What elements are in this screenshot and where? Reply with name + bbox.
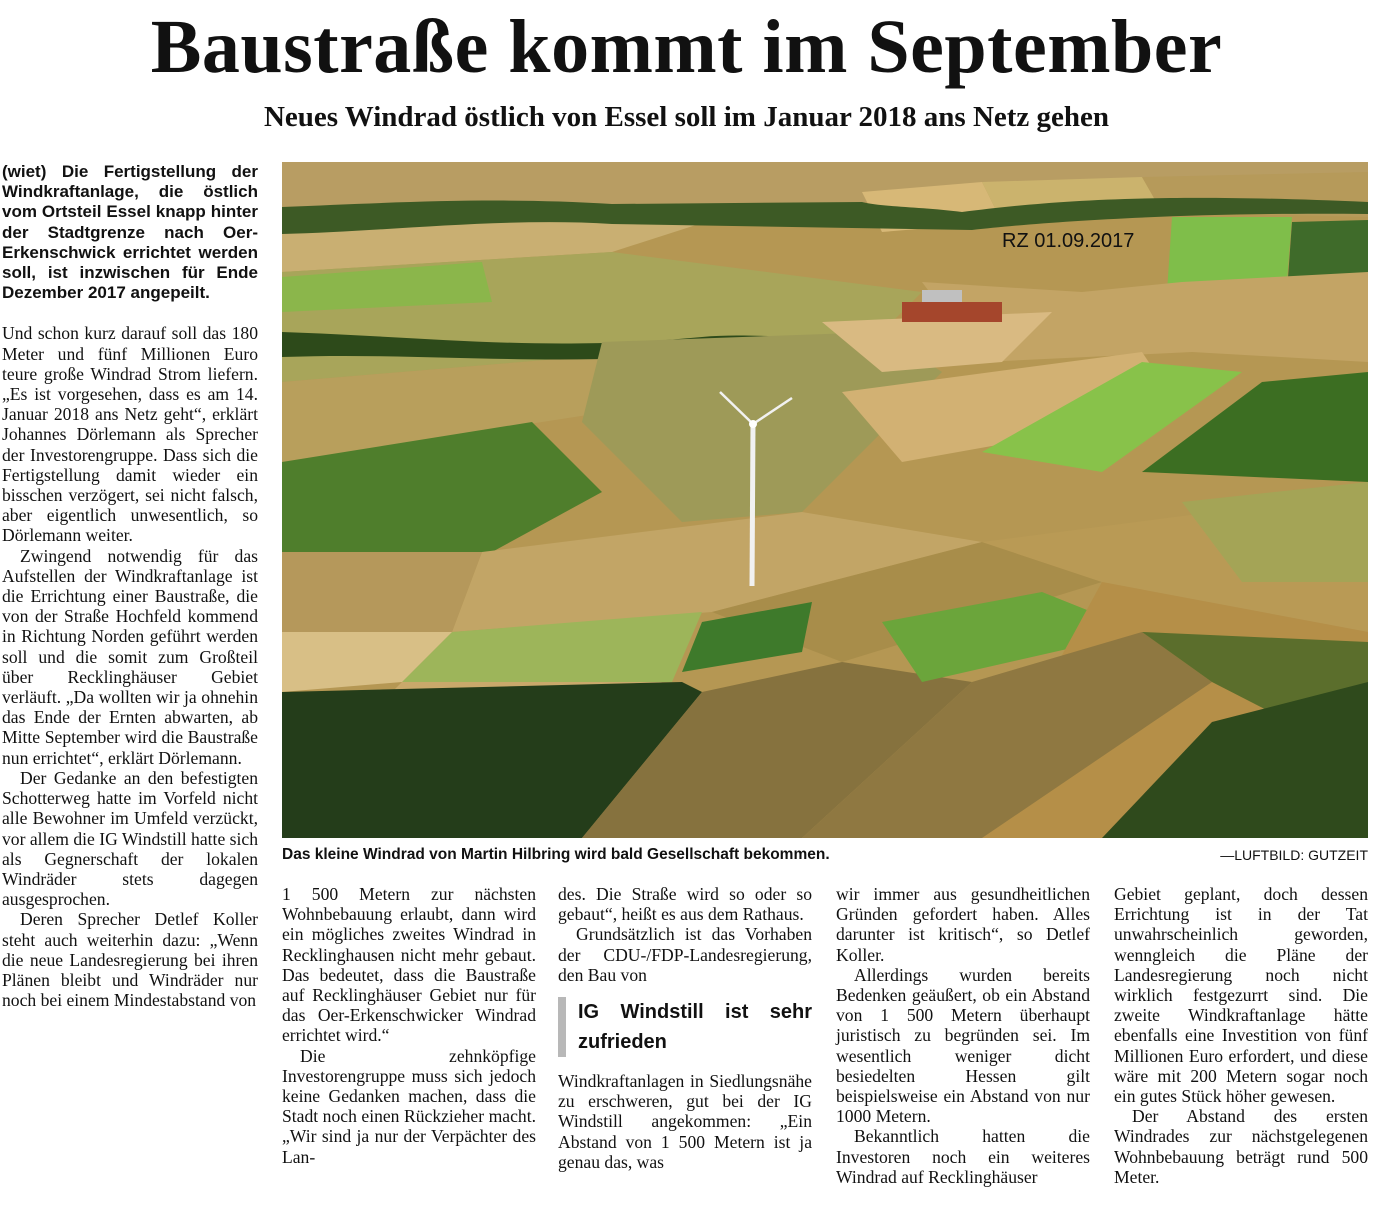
- text-column-4: [836, 884, 1090, 1187]
- aerial-photo-illustration: [282, 162, 1368, 838]
- photo-credit: —LUFTBILD: GUTZEIT: [1220, 847, 1368, 863]
- body-paragraph: Bekanntlich hatten die Investoren noch ein weiteres Windrad auf Recklinghäuser: [836, 1126, 1090, 1187]
- body-paragraph: Der Abstand des ersten Windrades zur nächstgelegenen Wohnbebauung beträgt rund 500 Meter.: [1114, 1106, 1368, 1187]
- body-paragraph: Zwingend notwendig für das Aufstellen der Windkraftanlage ist die Errichtung einer Baustraße, die von der Straße Hochfeld kommend in Richtung Norden geführt werden soll und die somit zum Großteil über Recklinghäuser Gebiet verläuft. „Da wollten wir ja ohnehin das Ende der Ernten abwarten, ab Mitte September wird die Baustraße nun errichtet“, erklärt Dörlemann.: [2, 545, 258, 768]
- body-paragraph: Windkraftanlagen in Siedlungsnähe zu erschweren, gut bei der IG Windstill angekommen: „Ein Abstand von 1 500 Metern ist ja genau das, was: [558, 1071, 812, 1172]
- photo-caption-bar: [282, 845, 1368, 865]
- body-paragraph: Die zehnköpfige Investorengruppe muss sich jedoch keine Gedanken machen, dass die Stadt noch einen Rückzieher macht. „Wir sind ja nur der Verpächter des Lan-: [282, 1045, 536, 1167]
- body-paragraph: Der Gedanke an den befestigten Schotterweg hatte im Vorfeld nicht alle Bewohner im Umfeld verzückt, vor allem die IG Windstill hatte sich als Gegnerschaft der lokalen Windräder stets dagegen ausgesprochen.: [2, 767, 258, 910]
- body-paragraph: des. Die Straße wird so oder so gebaut“, heißt es aus dem Rathaus.: [558, 884, 812, 925]
- section-subheading: IG Windstill ist sehr zufrieden: [558, 997, 812, 1057]
- body-paragraph: Gebiet geplant, doch dessen Errichtung ist in der Tat unwahrscheinlich geworden, wenngleich die Pläne der Landesregierung noch nicht wirklich festgezurrt sind. Die zweite Windkraftanlage hätte ebenfalls eine Investition von fünf Millionen Euro erfordert, und diese wäre mit 200 Metern sogar noch ein gutes Stück höher gewesen.: [1114, 884, 1368, 1107]
- body-paragraph: Grundsätzlich ist das Vorhaben der CDU-/FDP-Landesregierung, den Bau von: [558, 924, 812, 985]
- body-paragraph: Allerdings wurden bereits Bedenken geäußert, ob ein Abstand von 1 500 Metern überhaupt juristisch zu begründen sei. Im wesentlich weniger dicht besiedelten Hessen gilt beispielsweise ein Abstand von nur 1000 Metern.: [836, 964, 1090, 1127]
- text-column-2: [282, 884, 536, 1167]
- lead-paragraph: (wiet) Die Fertigstellung der Windkraftanlage, die östlich vom Ortsteil Essel knapp hinter der Stadtgrenze nach Oer-Erkenschwick errichtet werden soll, ist inzwischen für Ende Dezember 2017 angepeilt.: [2, 162, 258, 303]
- aerial-photo: [282, 162, 1368, 838]
- body-paragraph: Deren Sprecher Detlef Koller steht auch weiterhin dazu: „Wenn die neue Landesregierung bei ihren Plänen bleibt und Windräder nur noch bei einem Mindestabstand von: [2, 909, 258, 1011]
- text-column-1: [2, 162, 258, 1010]
- photo-caption: Das kleine Windrad von Martin Hilbring wird bald Gesellschaft bekommen.: [282, 846, 830, 863]
- body-paragraph: wir immer aus gesundheitlichen Gründen gefordert haben. Alles darunter ist kritisch“, so Detlef Koller.: [836, 884, 1090, 965]
- text-column-3: [558, 884, 812, 1172]
- date-stamp: RZ 01.09.2017: [1002, 230, 1135, 252]
- body-paragraph: 1 500 Metern zur nächsten Wohnbebauung erlaubt, dann wird ein mögliches zweites Windrad in Recklinghausen nicht mehr gebaut. Das bedeutet, dass die Baustraße auf Recklinghäuser Gebiet nur für das Oer-Erkenschwicker Windrad errichtet wird.“: [282, 884, 536, 1046]
- body-paragraph: Und schon kurz darauf soll das 180 Meter und fünf Millionen Euro teure große Windrad Strom liefern. „Es ist vorgesehen, dass es am 14. Januar 2018 ans Netz geht“, erklärt Johannes Dörlemann als Sprecher der Investorengruppe. Dass sich die Fertigstellung damit wieder ein bisschen verzögert, sei nicht falsch, aber eigentlich unwesentlich, so Dörlemann weiter.: [2, 323, 258, 546]
- article-headline: Baustraße kommt im September: [150, 5, 1223, 89]
- text-column-5: [1114, 884, 1368, 1187]
- article-subheadline: Neues Windrad östlich von Essel soll im Januar 2018 ans Netz gehen: [263, 101, 1110, 133]
